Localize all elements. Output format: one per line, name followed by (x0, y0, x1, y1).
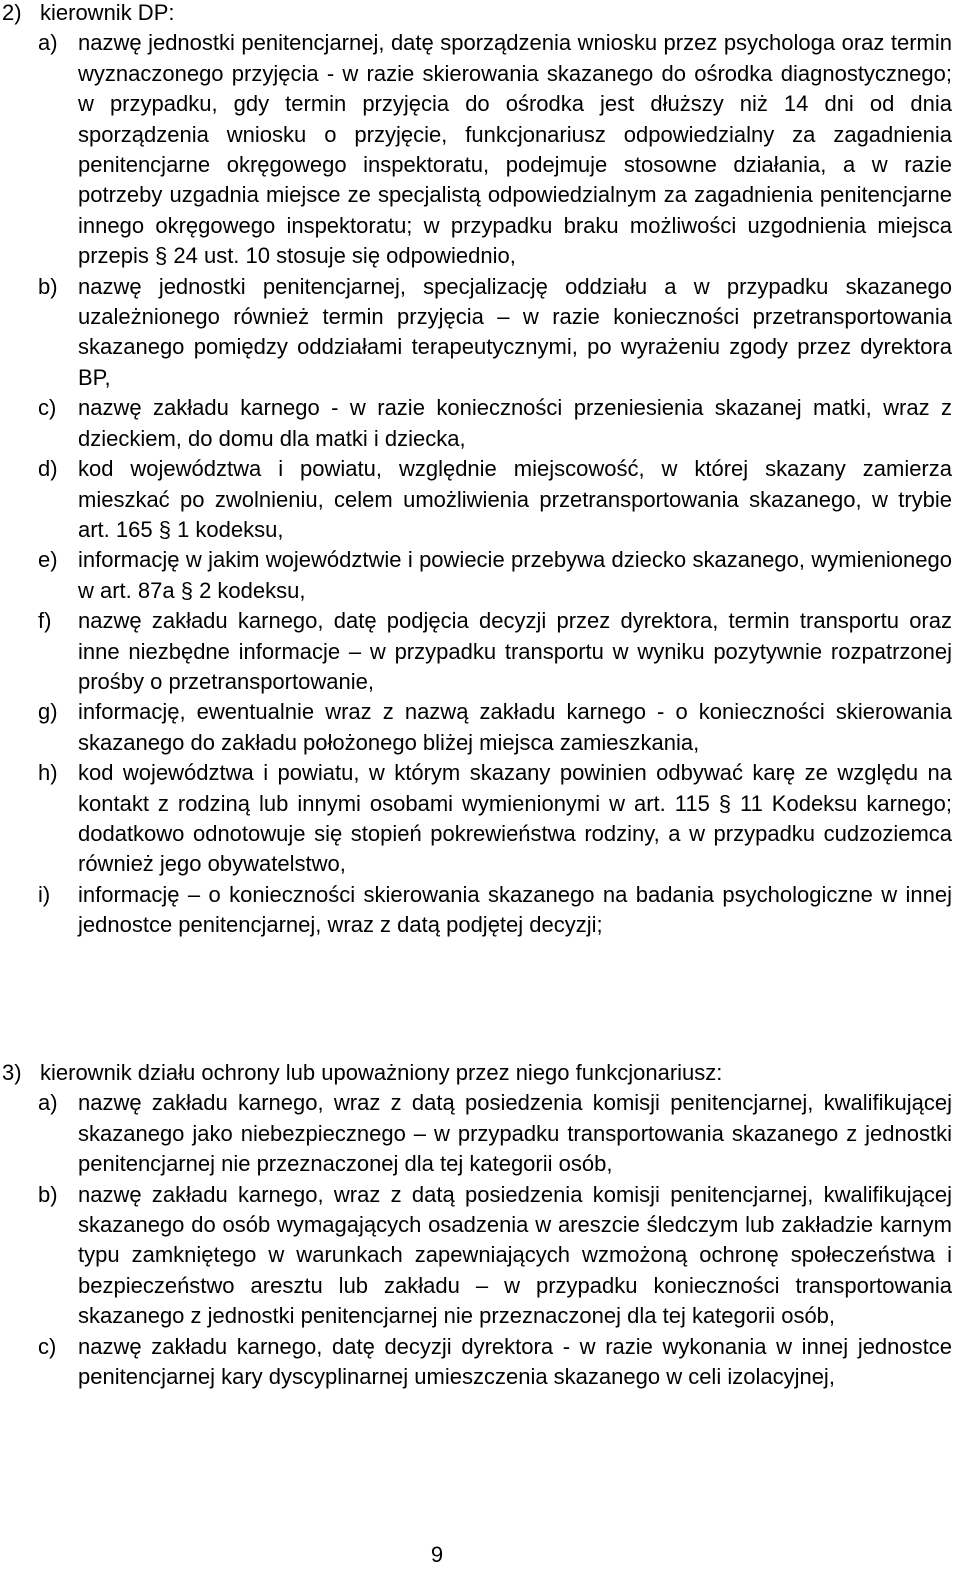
list-item (2, 272, 952, 394)
item-text: informację, ewentualnie wraz z nazwą zakładu karnego - o konieczności skierowania skazanego do zakładu położonego bliżej miejsca zamieszkania, (78, 699, 952, 755)
list-item (2, 1180, 952, 1332)
item-label: e) (38, 547, 58, 573)
item-text: nazwę zakładu karnego - w razie konieczności przeniesienia skazanej matki, wraz z dzieckiem, do domu dla matki i dziecka, (78, 395, 952, 451)
section-number: 3) (2, 1060, 22, 1085)
section-3 (2, 1058, 952, 1392)
section-2 (2, 0, 952, 941)
list-item (2, 697, 952, 758)
list-item (2, 758, 952, 880)
list-item (2, 28, 952, 271)
list-item (2, 545, 952, 606)
item-text: nazwę zakładu karnego, datę decyzji dyrektora - w razie wykonania w innej jednostce penitencjarnej kary dyscyplinarnej umieszczenia skazanego w celi izolacyjnej, (78, 1333, 952, 1390)
item-label: f) (38, 608, 52, 634)
section-heading-text: kierownik DP: (40, 0, 175, 25)
item-text: nazwę jednostki penitencjarnej, specjalizację oddziału a w przypadku skazanego uzależnionego również termin przyjęcia – w razie konieczności przetransportowania skazanego pomiędzy oddziałami terapeutycznymi, po wyrażeniu zgody przez dyrektora BP, (78, 273, 952, 390)
section-heading (2, 0, 952, 28)
list-item (2, 1332, 952, 1393)
list-item (2, 393, 952, 454)
item-text: kod województwa i powiatu, względnie miejscowość, w której skazany zamierza mieszkać po zwolnieniu, celem umożliwienia przetransportowania skazanego, w trybie art. 165 § 1 kodeksu, (78, 456, 952, 542)
list-item (2, 880, 952, 941)
item-text: nazwę jednostki penitencjarnej, datę sporządzenia wniosku przez psychologa oraz termin wyznaczonego przyjęcia - w razie skierowania skazanego do ośrodka diagnostycznego; w przypadku, gdy termin przyjęcia do ośrodka jest dłuższy niż 14 dni od dnia sporządzenia wniosku o przyjęcie, funkcjonariusz odpowiedzialny za zagadnienia penitencjarne okręgowego inspektoratu, podejmuje stosowne działania, a w razie potrzeby uzgadnia miejsce ze specjalistą odpowiedzialnym za zagadnienia penitencjarne innego okręgowego inspektoratu; w przypadku braku możliwości uzgodnienia miejsca przepis § 24 ust. 10 stosuje się odpowiednio, (78, 30, 952, 269)
item-label: a) (38, 1090, 58, 1116)
list-item (2, 1088, 952, 1179)
section-heading-text: kierownik działu ochrony lub upoważniony przez niego funkcjonariusz: (40, 1060, 723, 1085)
item-text: nazwę zakładu karnego, wraz z datą posiedzenia komisji penitencjarnej, kwalifikującej skazanego do osób wymagających osadzenia w areszcie śledczym lub zakładzie karnym typu zamkniętego w warunkach zapewniających wzmożoną ochronę społeczeństwa i bezpieczeństwo aresztu lub zakładu – w przypadku konieczności transportowania skazanego z jednostki penitencjarnej nie przeznaczonej dla tej kategorii osób, (78, 1181, 952, 1329)
section-heading (2, 1058, 952, 1088)
list-item (2, 606, 952, 697)
item-label: c) (38, 1333, 57, 1359)
item-text: kod województwa i powiatu, w którym skazany powinien odbywać karę ze względu na kontakt z rodziną lub innymi osobami wymienionymi w art. 115 § 11 Kodeksu karnego; dodatkowo odnotowuje się stopień pokrewieństwa rodziny, a w przypadku cudzoziemca również jego obywatelstwo, (78, 760, 952, 877)
item-label: b) (38, 1181, 58, 1207)
item-label: d) (38, 456, 58, 482)
page-number: 9 (430, 1542, 444, 1567)
item-label: g) (38, 699, 58, 725)
item-label: i) (38, 881, 51, 907)
item-text: nazwę zakładu karnego, datę podjęcia decyzji przez dyrektora, termin transportu oraz inne niezbędne informacje – w przypadku transportu w wyniku pozytywnie rozpatrzonej prośby o przetransportowanie, (78, 608, 952, 694)
section-number: 2) (2, 0, 22, 25)
item-label: c) (38, 395, 57, 421)
item-text: nazwę zakładu karnego, wraz z datą posiedzenia komisji penitencjarnej, kwalifikującej skazanego jako niebezpiecznego – w przypadku transportowania skazanego z jednostki penitencjarnej nie przeznaczonej dla tej kategorii osób, (78, 1090, 952, 1177)
item-label: h) (38, 760, 58, 786)
item-text: informację w jakim województwie i powiecie przebywa dziecko skazanego, wymienionego w art. 87a § 2 kodeksu, (78, 547, 952, 603)
item-label: b) (38, 273, 58, 299)
item-text: informację – o konieczności skierowania skazanego na badania psychologiczne w innej jednostce penitencjarnej, wraz z datą podjętej decyzji; (78, 881, 952, 938)
item-label: a) (38, 30, 58, 56)
list-item (2, 454, 952, 545)
